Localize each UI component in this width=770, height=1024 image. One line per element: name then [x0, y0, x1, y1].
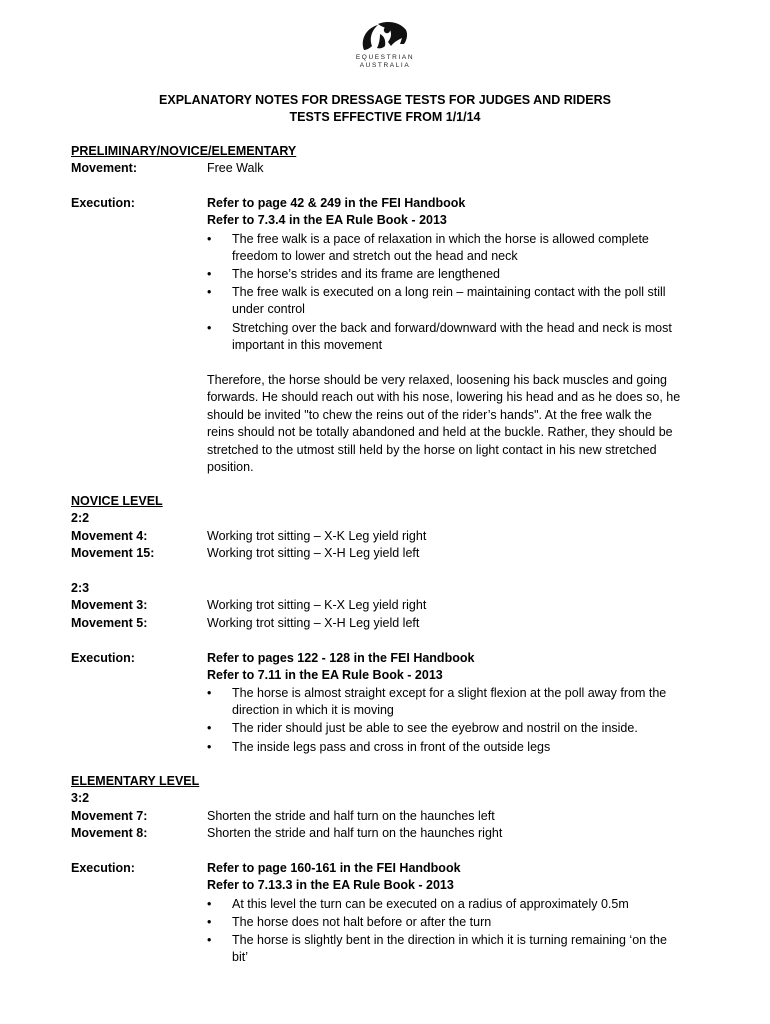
section-heading-elementary: ELEMENTARY LEVEL	[71, 774, 200, 788]
bullet-icon: •	[207, 897, 212, 911]
reference-ea: Refer to 7.3.4 in the EA Rule Book - 2013	[207, 213, 447, 227]
movement-label: Movement 3:	[71, 598, 148, 612]
explanatory-paragraph: Therefore, the horse should be very relaxed, loosening his back muscles and going forwards. He should reach out with his nose, lowering his head and as he does so, he should be invited "to chew the reins out of the rider’s hands". At the free walk the reins should not be totally abandoned and held at the buckle. Rather, they should be stretched to the utmost still held by the horse on light contact in his new stretched position.	[207, 373, 681, 475]
reference-fei: Refer to page 160-161 in the FEI Handbook	[207, 861, 461, 875]
bullet-icon: •	[207, 721, 212, 735]
movement-label: Movement:	[71, 161, 137, 175]
test-number: 2:2	[71, 511, 90, 525]
bullet-icon: •	[207, 740, 212, 754]
document-subtitle: TESTS EFFECTIVE FROM 1/1/14	[289, 110, 481, 124]
movement-label: Movement 5:	[71, 616, 148, 630]
bullet-icon: •	[207, 232, 212, 246]
movement-value: Working trot sitting – X-H Leg yield left	[207, 546, 420, 560]
reference-ea: Refer to 7.11 in the EA Rule Book - 2013	[207, 668, 443, 682]
document-title: EXPLANATORY NOTES FOR DRESSAGE TESTS FOR JUDGES AND RIDERS	[159, 93, 611, 107]
bullet-icon: •	[207, 915, 212, 929]
movement-value: Free Walk	[207, 161, 264, 175]
movement-value: Working trot sitting – X-K Leg yield right	[207, 529, 427, 543]
movement-value: Shorten the stride and half turn on the haunches left	[207, 809, 495, 823]
execution-label: Execution:	[71, 861, 135, 875]
movement-label: Movement 4:	[71, 529, 148, 543]
section-heading-preliminary: PRELIMINARY/NOVICE/ELEMENTARY	[71, 144, 297, 158]
movement-label: Movement 15:	[71, 546, 155, 560]
logo-text-line2: AUSTRALIA	[359, 62, 411, 69]
test-number: 2:3	[71, 581, 90, 595]
section-heading-novice: NOVICE LEVEL	[71, 494, 163, 508]
reference-ea: Refer to 7.13.3 in the EA Rule Book - 2013	[207, 878, 454, 892]
logo-text-line1: EQUESTRIAN	[355, 54, 415, 61]
movement-label: Movement 7:	[71, 809, 148, 823]
execution-label: Execution:	[71, 196, 135, 210]
equestrian-australia-logo	[340, 20, 430, 70]
bullet-icon: •	[207, 267, 212, 281]
bullet-icon: •	[207, 321, 212, 335]
movement-value: Working trot sitting – K-X Leg yield right	[207, 598, 427, 612]
reference-fei: Refer to pages 122 - 128 in the FEI Handbook	[207, 651, 475, 665]
bullet-icon: •	[207, 285, 212, 299]
reference-fei: Refer to page 42 & 249 in the FEI Handbook	[207, 196, 466, 210]
bullet-icon: •	[207, 933, 212, 947]
horse-rider-logo-icon	[358, 20, 412, 54]
bullet-icon: •	[207, 686, 212, 700]
movement-label: Movement 8:	[71, 826, 148, 840]
execution-label: Execution:	[71, 651, 135, 665]
movement-value: Working trot sitting – X-H Leg yield left	[207, 616, 420, 630]
test-number: 3:2	[71, 791, 90, 805]
movement-value: Shorten the stride and half turn on the haunches right	[207, 826, 503, 840]
document-page: EQUESTRIAN AUSTRALIA EXPLANATORY NOTES FOR DRESSAGE TESTS FOR JUDGES AND RIDERS TESTS EFFECTIVE FROM 1/1/14 PRELIMINARY/NOVICE/ELEMENTARY Movement: Free Walk Execution: Refer to page 42 & 249 in the FEI Handbook Refer to 7.3.4 in the EA Rule Book - 2013 • The free walk is a pace of relaxation in which the horse is allowed complete freedom to lower and stretch out the head and neck • The horse’s strides and its frame are lengthened • The free walk is executed on a long rein – maintaining contact with the poll still under control • Stretching over the back and forward/downward with the head and neck is most important in this movement Therefore, the horse should be very relaxed, loosening his back muscles and going forwards. He should reach out with his nose, lowering his head and as he does so, he should be invited "to chew the reins out of the rider’s hands". At the free walk the reins should not be totally abandoned and held at the buckle. Rather, they should be stretched to the utmost still held by the horse on light contact in his new stretched position. NOVICE LEVEL 2:2 Movement 4: Working trot sitting – X-K Leg yield right Movement 15: Working trot sitting – X-H Leg yield left 2:3 Movement 3: Working trot sitting – K-X Leg yield right Movement 5: Working trot sitting – X-H Leg yield left Execution: Refer to pages 122 - 128 in the FEI Handbook Refer to 7.11 in the EA Rule Book - 2013 • The horse is almost straight except for a slight flexion at the poll away from the direction in which it is moving • The rider should just be able to see the eyebrow and nostril on the inside. • The inside legs pass and cross in front of the outside legs ELEMENTARY LEVEL 3:2 Movement 7: Shorten the stride and half turn on the haunches left Movement 8: Shorten the stride and half turn on the haunches right Execution: Refer to page 160-161 in the FEI Handbook Refer to 7.13.3 in the EA Rule Book - 2013 • At this level the turn can be executed on a radius of approximately 0.5m • The horse does not halt before or after the turn • The horse is slightly bent in the direction in which it is turning remaining ‘on the bit’	[0, 0, 770, 1024]
